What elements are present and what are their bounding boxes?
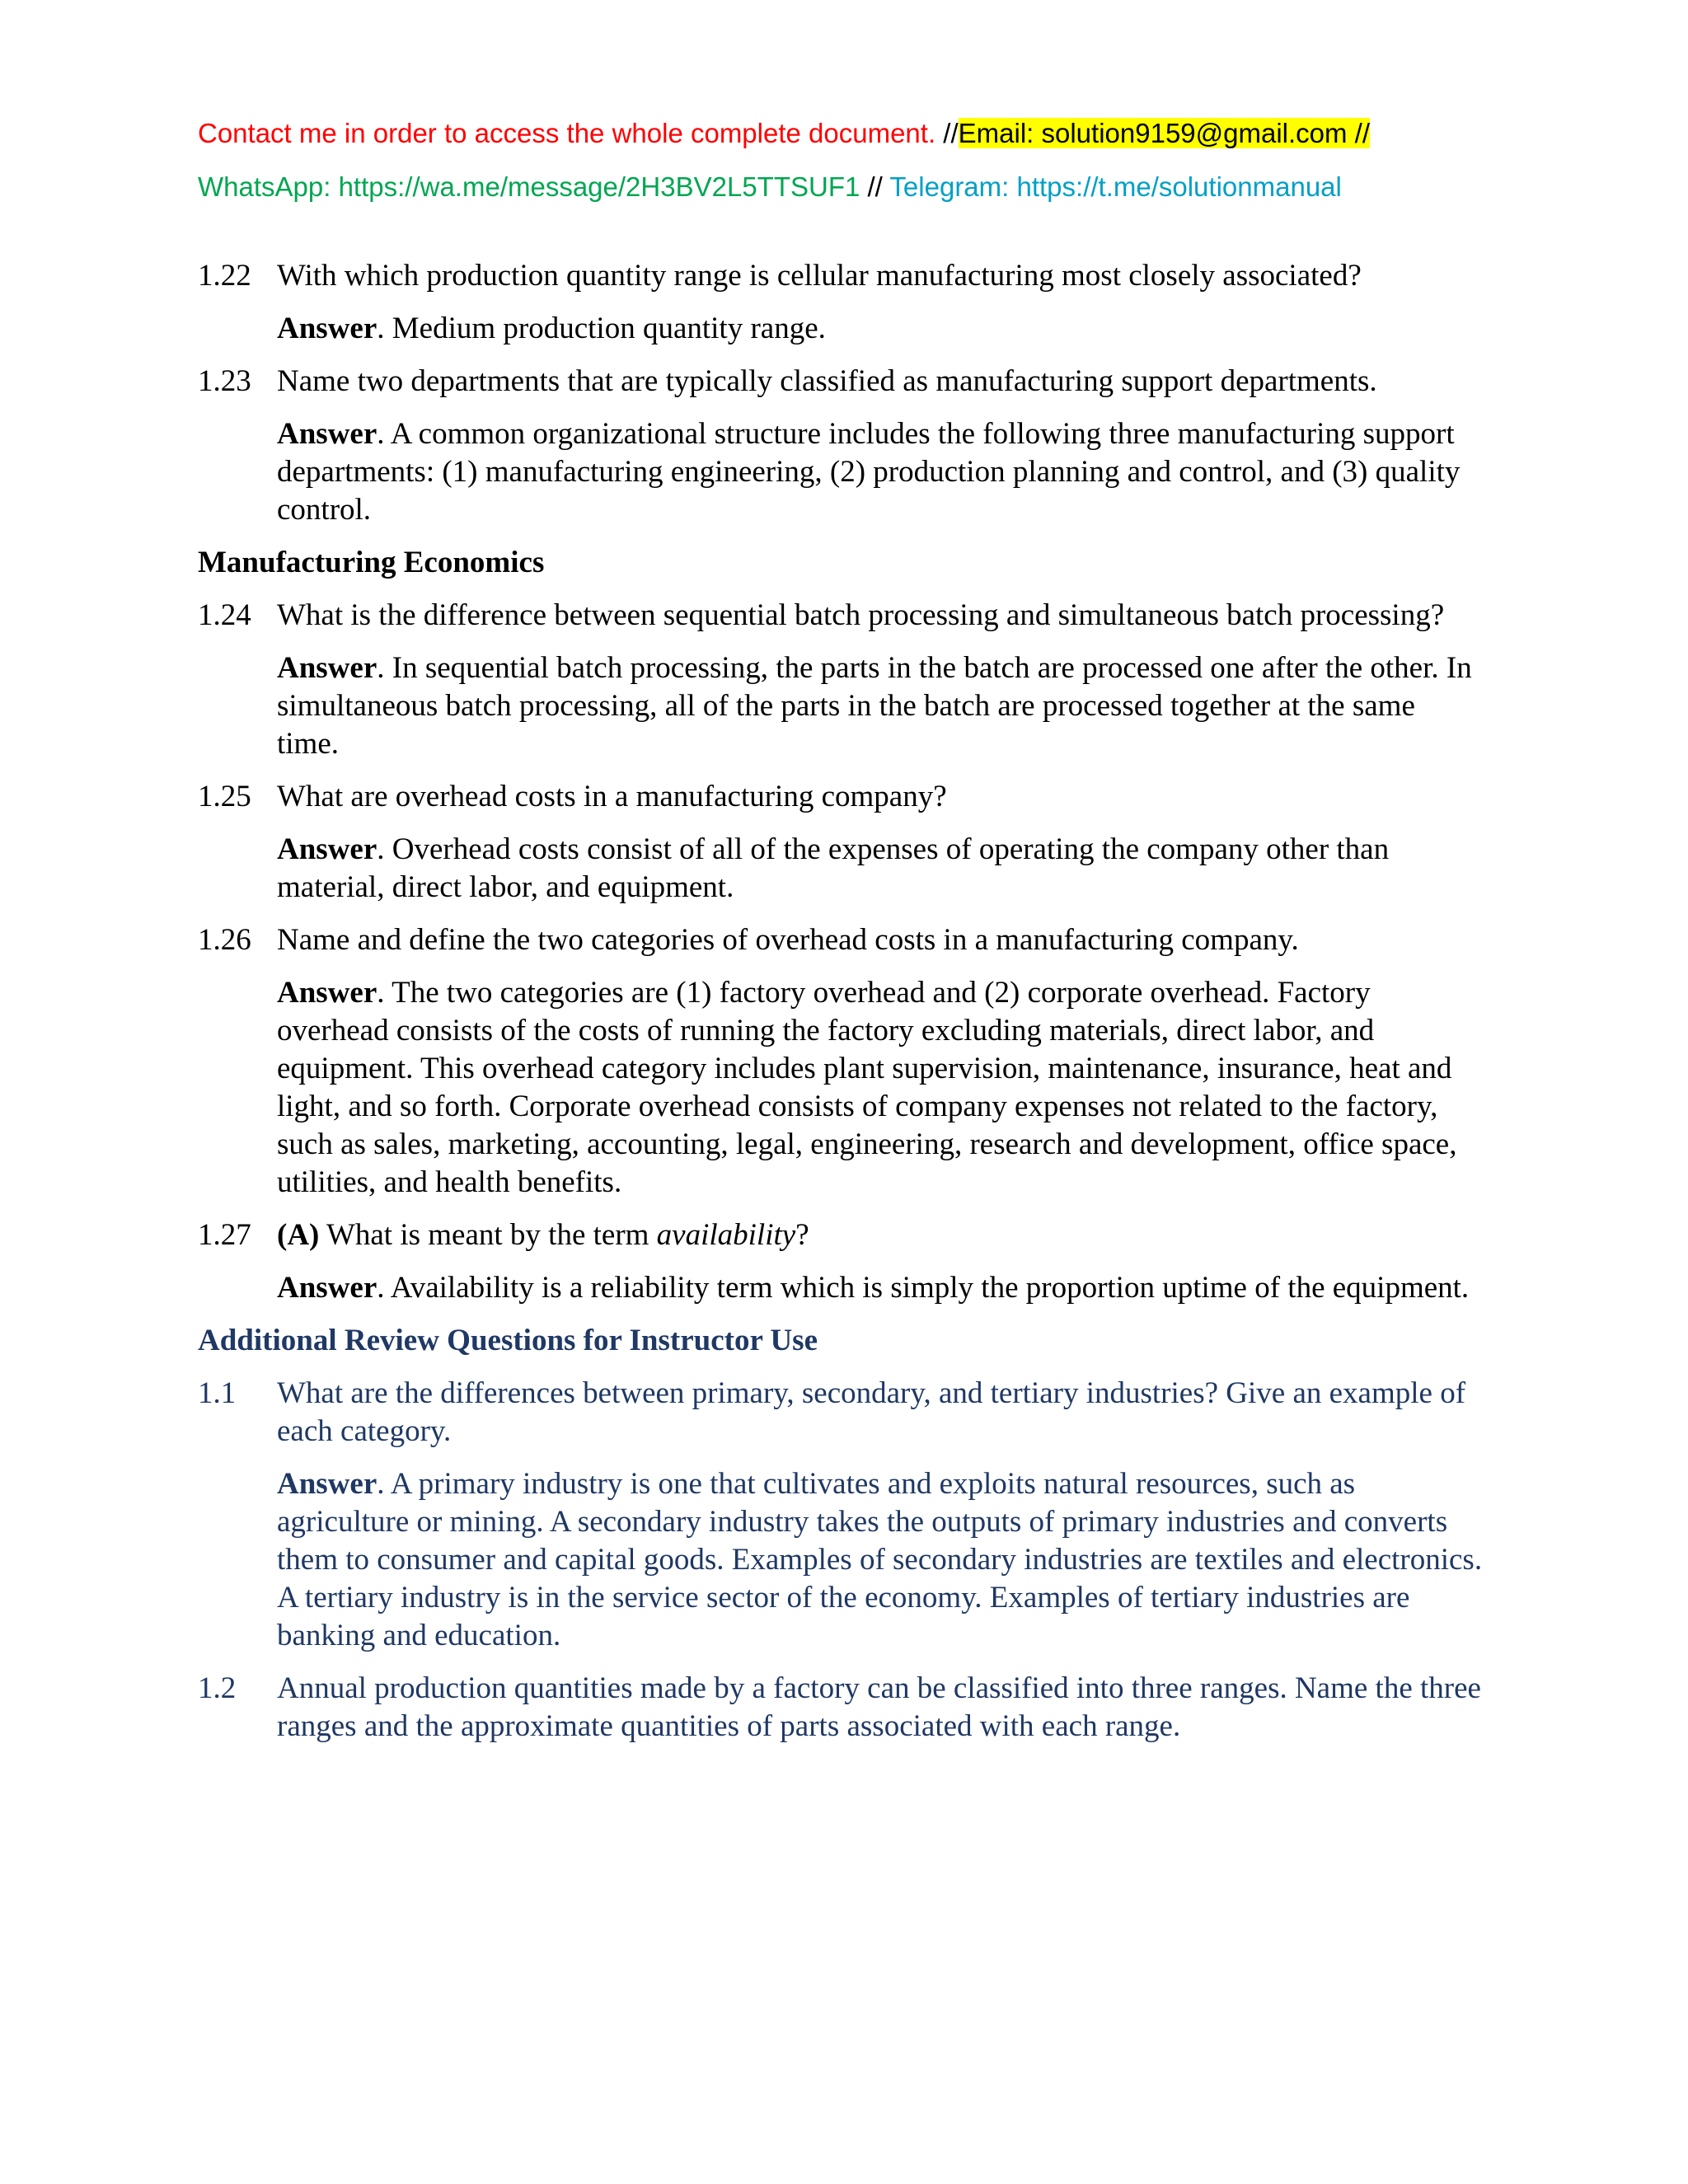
question-block-1-24 (198, 597, 1484, 763)
question-block-1-22 (198, 257, 1484, 348)
contact-separator: // (860, 171, 890, 202)
answer-text: . In sequential batch processing, the parts in the batch are processed one after the other. In simultaneous batch processing, all of the parts in the batch are processed together at the same time. (277, 651, 1472, 761)
question-text-end: ? (795, 1218, 809, 1252)
email-link[interactable]: Email: solution9159@gmail.com // (958, 118, 1371, 148)
question (198, 597, 1484, 635)
question-number: 1.27 (198, 1218, 251, 1252)
answer-label: Answer (277, 312, 377, 345)
contact-separator: // (935, 118, 959, 148)
answer (198, 974, 1484, 1202)
answer (198, 415, 1484, 529)
question-block-1-23 (198, 363, 1484, 529)
answer-text: . A primary industry is one that cultivates and exploits natural resources, such as agriculture or mining. A secondary industry takes the outputs of primary industries and converts them to consumer and capital goods. Examples of secondary industries are textiles and electronics. A tertiary industry is in the service sector of the economy. Examples of tertiary industries are banking and education. (277, 1467, 1483, 1652)
question (198, 363, 1484, 401)
whatsapp-link[interactable]: WhatsApp: https://wa.me/message/2H3BV2L5TTSUF1 (198, 171, 860, 202)
question (198, 921, 1484, 959)
question (198, 1216, 1484, 1254)
answer-text: . Medium production quantity range. (377, 312, 826, 345)
question-text: What is meant by the term (319, 1218, 657, 1252)
answer (198, 649, 1484, 763)
contact-line-email (198, 115, 1370, 152)
question-text: Annual production quantities made by a factory can be classified into three ranges. Name the three ranges and the approximate quantities of parts associated with each range. (277, 1671, 1481, 1743)
section-heading-additional-review: Additional Review Questions for Instructor Use (198, 1324, 818, 1357)
question-block-1-26 (198, 921, 1484, 1202)
answer (198, 310, 1484, 348)
question-number: 1.24 (198, 598, 251, 632)
question-number: 1.1 (198, 1376, 237, 1410)
section-heading-manufacturing-economics: Manufacturing Economics (198, 546, 545, 579)
answer-label: Answer (277, 651, 377, 685)
question-text: With which production quantity range is cellular manufacturing most closely associated? (277, 259, 1362, 293)
answer (198, 1269, 1484, 1307)
question (198, 1670, 1484, 1746)
question-block-1-1 (198, 1375, 1484, 1655)
question-number: 1.26 (198, 923, 251, 957)
answer-label: Answer (277, 1271, 377, 1305)
contact-request-text: Contact me in order to access the whole complete document. (198, 118, 936, 148)
answer-label: Answer (277, 417, 377, 451)
answer-text: . A common organizational structure includes the following three manufacturing support departments: (1) manufacturing engineering, (2) production planning and control, and (3) quality control. (277, 417, 1461, 527)
answer (198, 831, 1484, 907)
question (198, 778, 1484, 816)
question-prefix: (A) (277, 1218, 320, 1252)
answer-label: Answer (277, 832, 377, 866)
question-text: What are the differences between primary, secondary, and tertiary industries? Give an example of each category. (277, 1376, 1466, 1448)
answer (198, 1465, 1484, 1655)
answer-text: . The two categories are (1) factory overhead and (2) corporate overhead. Factory overhead consists of the costs of running the factory excluding materials, direct labor, and equipment. This overhead category includes plant supervision, maintenance, insurance, heat and light, and so forth. Corporate overhead consists of company expenses not related to the factory, such as sales, marketing, accounting, legal, engineering, research and development, office space, utilities, and health benefits. (277, 976, 1457, 1199)
question-text: Name two departments that are typically classified as manufacturing support departments. (277, 364, 1377, 398)
question (198, 1375, 1484, 1451)
question (198, 257, 1484, 295)
question-text: What are overhead costs in a manufacturing company? (277, 780, 947, 813)
question-block-1-27 (198, 1216, 1484, 1307)
answer-label: Answer (277, 1467, 377, 1501)
contact-line-messaging (198, 169, 1342, 205)
question-text: Name and define the two categories of overhead costs in a manufacturing company. (277, 923, 1299, 957)
question-block-1-2 (198, 1670, 1484, 1746)
answer-label: Answer (277, 976, 377, 1010)
telegram-link[interactable]: Telegram: https://t.me/solutionmanual (889, 171, 1342, 202)
question-term: availability (656, 1218, 796, 1252)
question-number: 1.23 (198, 364, 251, 398)
answer-text: . Availability is a reliability term which is simply the proportion uptime of the equipment. (377, 1271, 1470, 1305)
answer-text: . Overhead costs consist of all of the expenses of operating the company other than material, direct labor, and equipment. (277, 832, 1390, 904)
question-number: 1.22 (198, 259, 251, 293)
question-number: 1.2 (198, 1671, 237, 1705)
question-number: 1.25 (198, 780, 251, 813)
question-block-1-25 (198, 778, 1484, 907)
document-body (198, 257, 1484, 1760)
question-text: What is the difference between sequential batch processing and simultaneous batch processing? (277, 598, 1445, 632)
